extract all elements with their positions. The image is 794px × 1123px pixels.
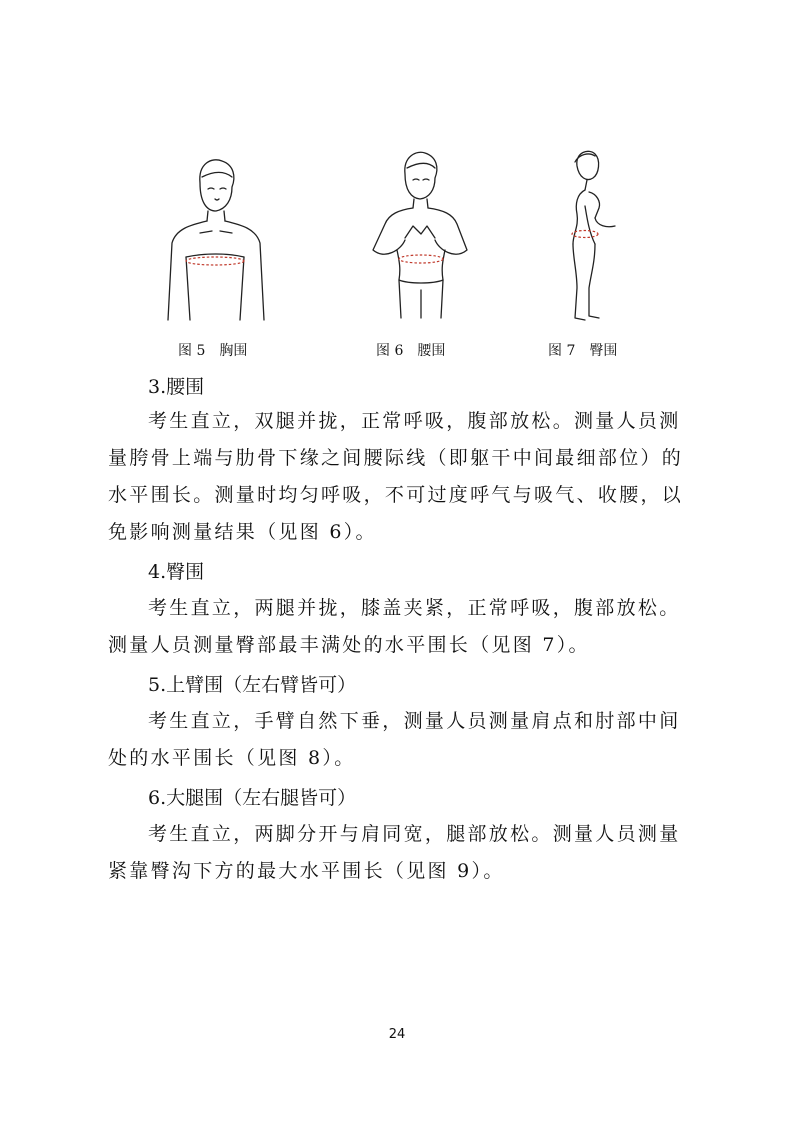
section-heading: 3.腰围 [148,376,205,398]
figure-caption: 图 5 胸围 [178,343,248,359]
figure-caption: 图 7 臀围 [548,343,618,359]
hip-measurement-figure [555,148,635,323]
page-number: 24 [388,1027,406,1042]
chest-measurement-figure [160,155,270,325]
section-heading: 4.臀围 [148,561,205,583]
section-heading: 6.大腿围（左右腿皆可） [148,787,357,809]
figure-caption: 图 6 腰围 [376,343,446,359]
waist-measurement-figure [365,150,475,320]
figure-row [0,0,794,360]
section-body: 考生直立，两脚分开与肩同宽，腿部放松。测量人员测量紧靠臀沟下方的最大水平围长（见图 9）。 [108,823,681,882]
section-body: 考生直立，手臂自然下垂，测量人员测量肩点和肘部中间处的水平围长（见图 8）。 [108,710,681,769]
section-body: 考生直立，双腿并拢，正常呼吸，腹部放松。测量人员测量胯骨上端与肋骨下缘之间腰际线（即躯干中间最细部位）的水平围长。测量时均匀呼吸，不可过度呼气与吸气、收腰，以免影响测量结果（见图 6）。 [108,410,684,543]
section-body: 考生直立，两腿并拢，膝盖夹紧，正常呼吸，腹部放松。测量人员测量臀部最丰满处的水平围长（见图 7）。 [108,597,681,656]
section-heading: 5.上臂围（左右臂皆可） [148,674,357,696]
